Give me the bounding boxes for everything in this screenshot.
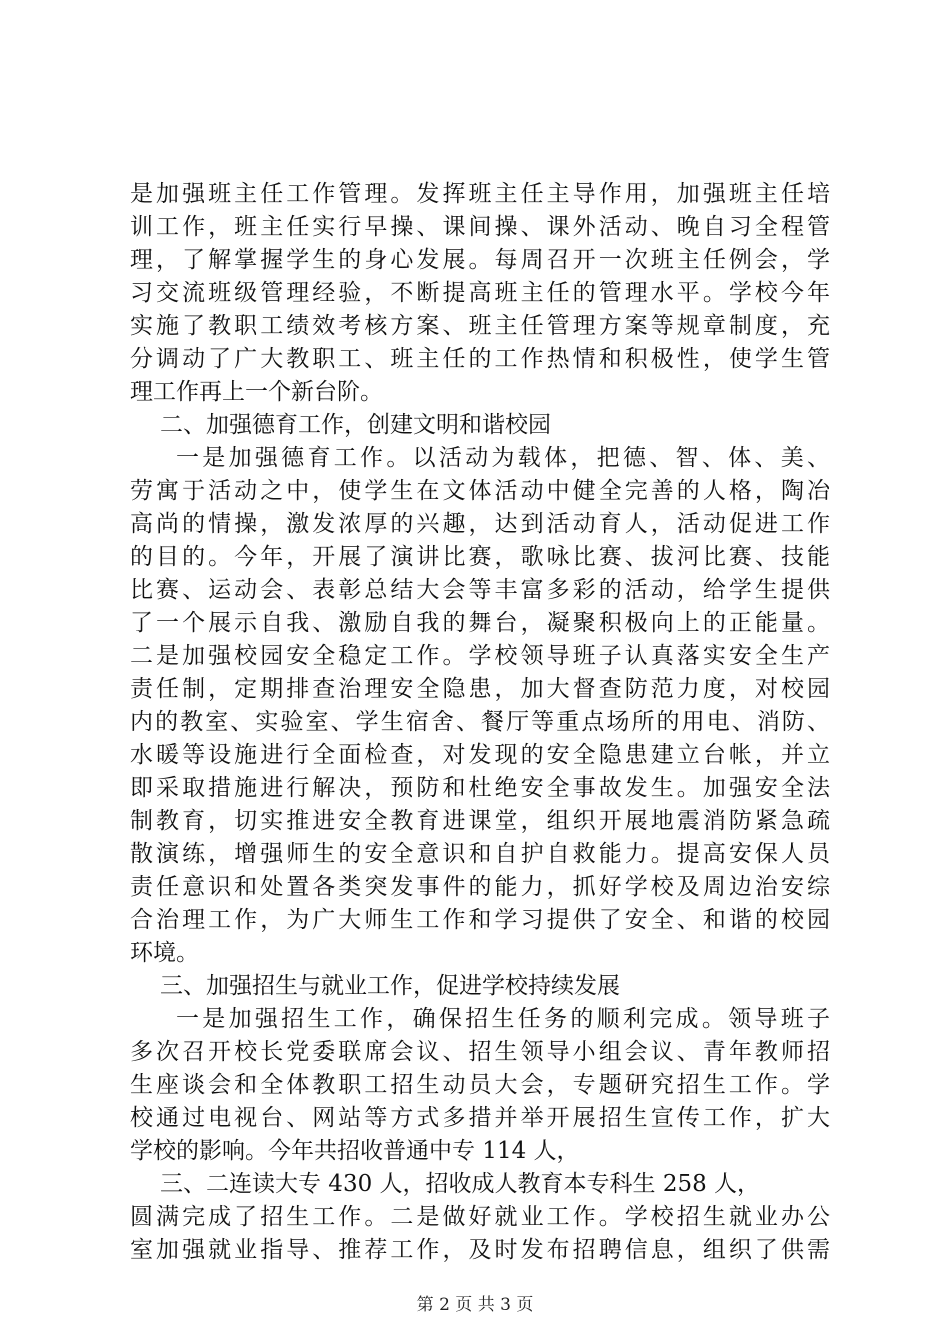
text-line: 校通过电视台、网站等方式多措并举开展招生宣传工作，扩大 — [130, 1105, 830, 1131]
text-line: 理工作再上一个新台阶。 — [130, 379, 383, 405]
text-line: 是加强班主任工作管理。发挥班主任主导作用，加强班主任培 — [130, 181, 830, 207]
text-line: 责任意识和处置各类突发事件的能力，抓好学校及周边治安综 — [130, 874, 830, 900]
page-number-footer: 第 2 页 共 3 页 — [416, 1295, 534, 1315]
text-line: 即采取措施进行解决，预防和杜绝安全事故发生。加强安全法 — [130, 775, 830, 801]
text-line: 生座谈会和全体教职工招生动员大会，专题研究招生工作。学 — [130, 1072, 830, 1098]
text-line: 实施了教职工绩效考核方案、班主任管理方案等规章制度，充 — [130, 313, 830, 339]
document-body — [130, 178, 830, 1267]
text-line: 散演练，增强师生的安全意识和自护自救能力。提高安保人员 — [130, 841, 830, 867]
text-line: 责任制，定期排查治理安全隐患，加大督查防范力度，对校园 — [130, 676, 830, 702]
section-heading: 二、加强德育工作，创建文明和谐校园 — [160, 412, 551, 438]
text-line: 制教育，切实推进安全教育进课堂，组织开展地震消防紧急疏 — [130, 808, 830, 834]
text-line: 比赛、运动会、表彰总结大会等丰富多彩的活动，给学生提供 — [130, 577, 830, 603]
text-line: 了一个展示自我、激励自我的舞台，凝聚积极向上的正能量。 — [130, 610, 830, 636]
section-heading: 三、加强招生与就业工作，促进学校持续发展 — [160, 973, 620, 999]
text-line: 内的教室、实验室、学生宿舍、餐厅等重点场所的用电、消防、 — [130, 709, 830, 735]
text-line: 训工作，班主任实行早操、课间操、课外活动、晚自习全程管 — [130, 214, 830, 240]
text-line: 二是加强校园安全稳定工作。学校领导班子认真落实安全生产 — [130, 643, 830, 669]
text-line: 学校的影响。今年共招收普通中专 114 人， — [130, 1138, 580, 1164]
text-line: 合治理工作，为广大师生工作和学习提供了安全、和谐的校园 — [130, 907, 830, 933]
text-line: 习交流班级管理经验，不断提高班主任的管理水平。学校今年 — [130, 280, 830, 306]
text-line: 一是加强德育工作。以活动为载体，把德、智、体、美、 — [176, 445, 830, 471]
text-line: 分调动了广大教职工、班主任的工作热情和积极性，使学生管 — [130, 346, 830, 372]
text-line: 圆满完成了招生工作。二是做好就业工作。学校招生就业办公 — [130, 1204, 830, 1230]
text-line: 环境。 — [130, 940, 199, 966]
text-line: 多次召开校长党委联席会议、招生领导小组会议、青年教师招 — [130, 1039, 830, 1065]
text-line: 劳寓于活动之中，使学生在文体活动中健全完善的人格，陶冶 — [130, 478, 830, 504]
text-line: 水暖等设施进行全面检查，对发现的安全隐患建立台帐，并立 — [130, 742, 830, 768]
text-line: 的目的。今年，开展了演讲比赛，歌咏比赛、拔河比赛、技能 — [130, 544, 830, 570]
text-line: 一是加强招生工作，确保招生任务的顺利完成。领导班子 — [176, 1006, 830, 1032]
text-line: 三、二连读大专 430 人，招收成人教育本专科生 258 人， — [160, 1171, 761, 1197]
text-line: 高尚的情操，激发浓厚的兴趣，达到活动育人，活动促进工作 — [130, 511, 830, 537]
text-line: 室加强就业指导、推荐工作，及时发布招聘信息，组织了供需 — [130, 1237, 830, 1263]
text-line: 理，了解掌握学生的身心发展。每周召开一次班主任例会，学 — [130, 247, 830, 273]
